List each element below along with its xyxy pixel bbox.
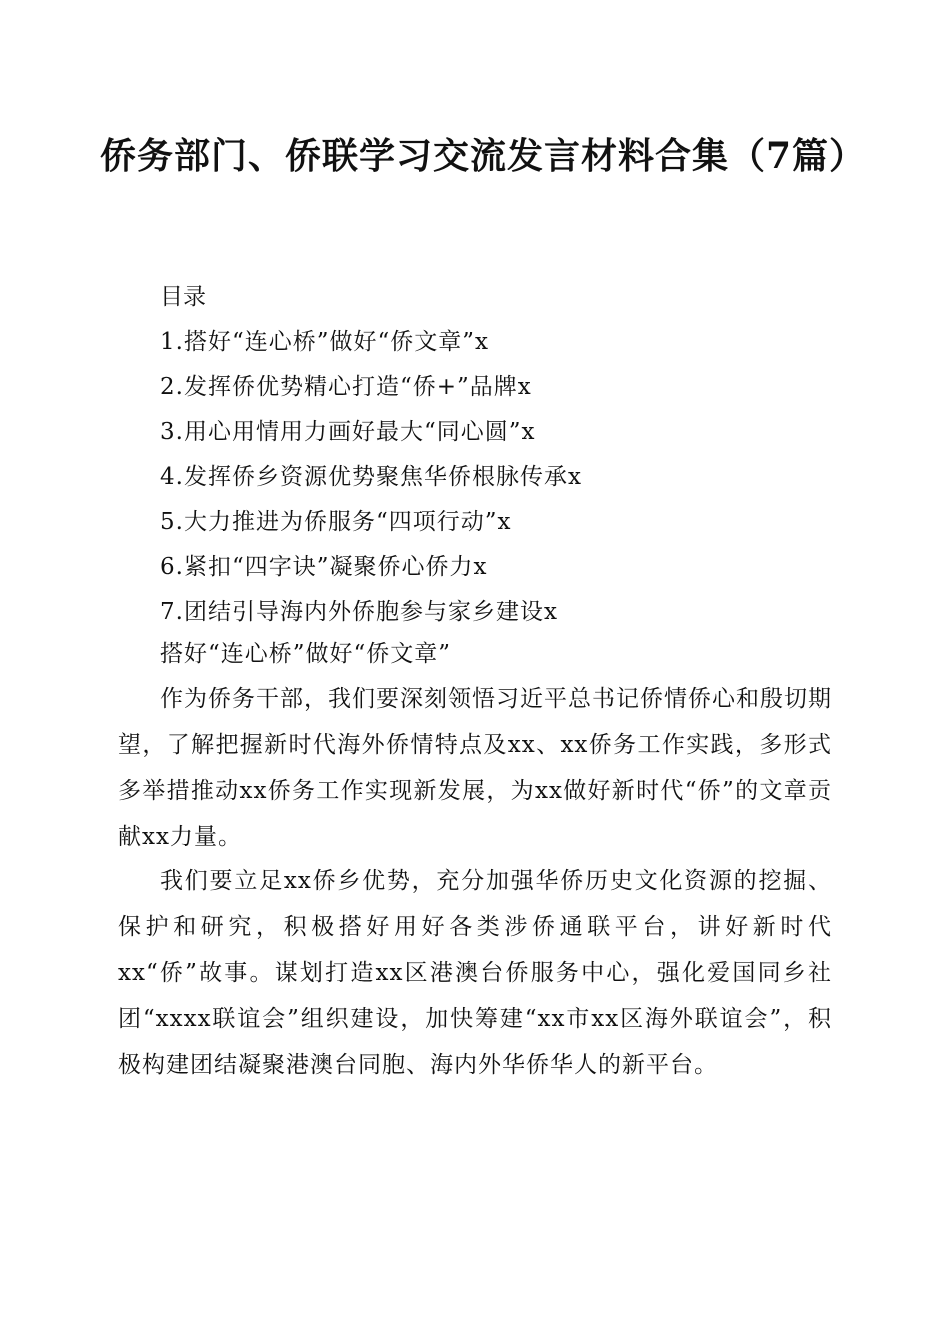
toc-item: 3.用心用情用力画好最大“同心圆”x [160, 419, 536, 445]
table-of-contents [160, 325, 582, 640]
toc-heading: 目录 [160, 284, 206, 310]
section-heading: 搭好“连心桥”做好“侨文章” [160, 641, 452, 667]
toc-item: 1.搭好“连心桥”做好“侨文章”x [160, 329, 489, 355]
body-paragraph: 作为侨务干部，我们要深刻领悟习近平总书记侨情侨心和殷切期望，了解把握新时代海外侨情特点及xx、xx侨务工作实践，多形式多举措推动xx侨务工作实现新发展，为xx做好新时代“侨”的文章贡献xx力量。 [118, 686, 832, 850]
toc-item: 7.团结引导海内外侨胞参与家乡建设x [160, 599, 558, 625]
toc-item: 2.发挥侨优势精心打造“侨+”品牌x [160, 374, 532, 400]
toc-item: 6.紧扣“四字诀”凝聚侨心侨力x [160, 554, 488, 580]
toc-item: 5.大力推进为侨服务“四项行动”x [160, 509, 512, 535]
body-paragraph: 我们要立足xx侨乡优势，充分加强华侨历史文化资源的挖掘、保护和研究，积极搭好用好各类涉侨通联平台，讲好新时代xx“侨”故事。谋划打造xx区港澳台侨服务中心，强化爱国同乡社团“xxxx联谊会”组织建设，加快筹建“xx市xx区海外联谊会”，积极构建团结凝聚港澳台同胞、海内外华侨华人的新平台。 [118, 868, 832, 1078]
document-title: 侨务部门、侨联学习交流发言材料合集（7篇） [100, 135, 867, 177]
toc-item: 4.发挥侨乡资源优势聚焦华侨根脉传承x [160, 464, 582, 490]
